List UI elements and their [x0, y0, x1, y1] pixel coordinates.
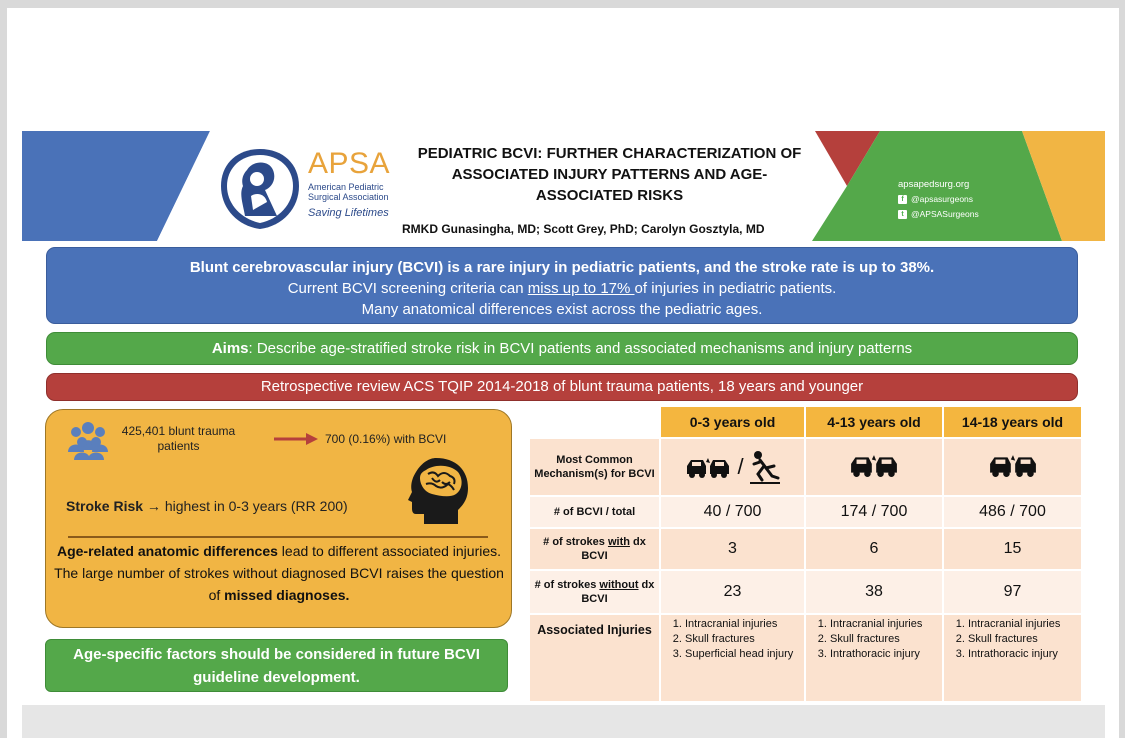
row-header-mechanism: Most Common Mechanism(s) for BCVI: [529, 438, 660, 496]
list-item: 2. Skull fractures: [830, 632, 938, 647]
mechanism-separator: /: [737, 454, 744, 479]
org-fullname: American Pediatric Surgical Association: [308, 182, 389, 202]
list-item: 1. Intracranial injuries: [830, 617, 938, 632]
twitter-icon: t: [898, 210, 907, 219]
methods-box: Retrospective review ACS TQIP 2014-2018 of blunt trauma patients, 18 years and younger: [46, 373, 1078, 401]
page-footer-area: [22, 705, 1105, 738]
aims-label: Aims: [211, 340, 249, 357]
org-tagline: Saving Lifetimes: [308, 207, 389, 219]
facebook-icon: f: [898, 195, 907, 204]
intro-line-3: Many anatomical differences exist across the pediatric ages.: [361, 301, 763, 318]
facebook-handle: @apsasurgeons: [911, 194, 974, 204]
row-header-injuries: Associated Injuries: [529, 614, 660, 702]
results-discussion: Age-related anatomic differences lead to different associated injuries. The large number of strokes without diagnosed BCVI raises the question of missed diagnoses.: [54, 543, 504, 603]
table-cell: 40 / 700: [660, 496, 805, 528]
mechanism-14-18: [943, 438, 1082, 496]
list-item: 3. Intrathoracic injury: [968, 647, 1077, 662]
table-row: [529, 614, 1082, 702]
table-cell: 174 / 700: [805, 496, 943, 528]
aims-text: : Describe age-stratified stroke risk in BCVI patients and associated mechanisms and injury patterns: [248, 340, 913, 357]
intro-line-1: Blunt cerebrovascular injury (BCVI) is a rare injury in pediatric patients, and the stroke rate is up to 38%.: [189, 259, 935, 276]
stat-bcvi: 700 (0.16%) with BCVI: [325, 432, 447, 446]
table-row: [529, 528, 1082, 570]
people-icon: [66, 420, 110, 460]
results-box: [45, 409, 512, 628]
twitter-handle: @APSASurgeons: [911, 209, 979, 219]
list-item: 3. Superficial head injury: [685, 647, 800, 662]
row-header-with-dx: # of strokes with dx BCVI: [529, 528, 660, 570]
brain-head-icon: [406, 456, 470, 526]
injuries-4-13: [805, 614, 943, 702]
table-row: [529, 438, 1082, 496]
table-cell: 6: [805, 528, 943, 570]
stroke-risk: Stroke Risk → highest in 0-3 years (RR 200): [66, 498, 348, 514]
list-item: 1. Intracranial injuries: [968, 617, 1077, 632]
list-item: 2. Skull fractures: [968, 632, 1077, 647]
header-banner: [22, 131, 1105, 241]
table-cell: 38: [805, 570, 943, 614]
table-cell: 3: [660, 528, 805, 570]
table-cell: 97: [943, 570, 1082, 614]
fall-icon: [750, 450, 780, 484]
mechanism-4-13: [805, 438, 943, 496]
injuries-0-3: [660, 614, 805, 702]
conclusion-box: Age-specific factors should be considered in future BCVI guideline development.: [45, 639, 508, 692]
results-table: [528, 405, 1081, 703]
row-header-without-dx: # of strokes without dx BCVI: [529, 570, 660, 614]
facebook-link[interactable]: [898, 192, 979, 207]
table-row: [529, 496, 1082, 528]
aims-box: [46, 332, 1078, 365]
website-link[interactable]: apsapedsurg.org: [898, 179, 970, 190]
list-item: 1. Intracranial injuries: [685, 617, 800, 632]
table-row: [529, 570, 1082, 614]
poster-title: PEDIATRIC BCVI: FURTHER CHARACTERIZATION OF ASSOCIATED INJURY PATTERNS AND AGE-ASSOCIATED RISKS: [417, 145, 802, 204]
arrow-right-icon: [274, 432, 318, 446]
list-item: 3. Intrathoracic injury: [830, 647, 938, 662]
injuries-14-18: [943, 614, 1082, 702]
divider: [68, 536, 488, 538]
stat-blunt-trauma: 425,401 blunt trauma patients: [121, 424, 236, 453]
row-header-bcvi: # of BCVI / total: [529, 496, 660, 528]
car-crash-icon: [987, 453, 1039, 477]
apsa-wordmark: APSA: [308, 147, 391, 180]
table-cell: 23: [660, 570, 805, 614]
car-crash-icon: [848, 453, 900, 477]
apsa-logo-icon: [217, 146, 303, 232]
car-crash-icon: [685, 456, 731, 478]
col-header-0-3: 0-3 years old: [660, 406, 805, 438]
list-item: 2. Skull fractures: [685, 632, 800, 647]
intro-line-2: Current BCVI screening criteria can miss up to 17% of injuries in pediatric patients.: [287, 280, 837, 297]
mechanism-0-3: [660, 438, 805, 496]
table-header-row: [529, 406, 1082, 438]
col-header-14-18: 14-18 years old: [943, 406, 1082, 438]
col-header-4-13: 4-13 years old: [805, 406, 943, 438]
twitter-link[interactable]: [898, 207, 979, 222]
authors: RMKD Gunasingha, MD; Scott Grey, PhD; Carolyn Gosztyla, MD: [402, 222, 765, 236]
table-cell: 15: [943, 528, 1082, 570]
social-links: [898, 177, 979, 222]
intro-box: [46, 247, 1078, 324]
table-cell: 486 / 700: [943, 496, 1082, 528]
